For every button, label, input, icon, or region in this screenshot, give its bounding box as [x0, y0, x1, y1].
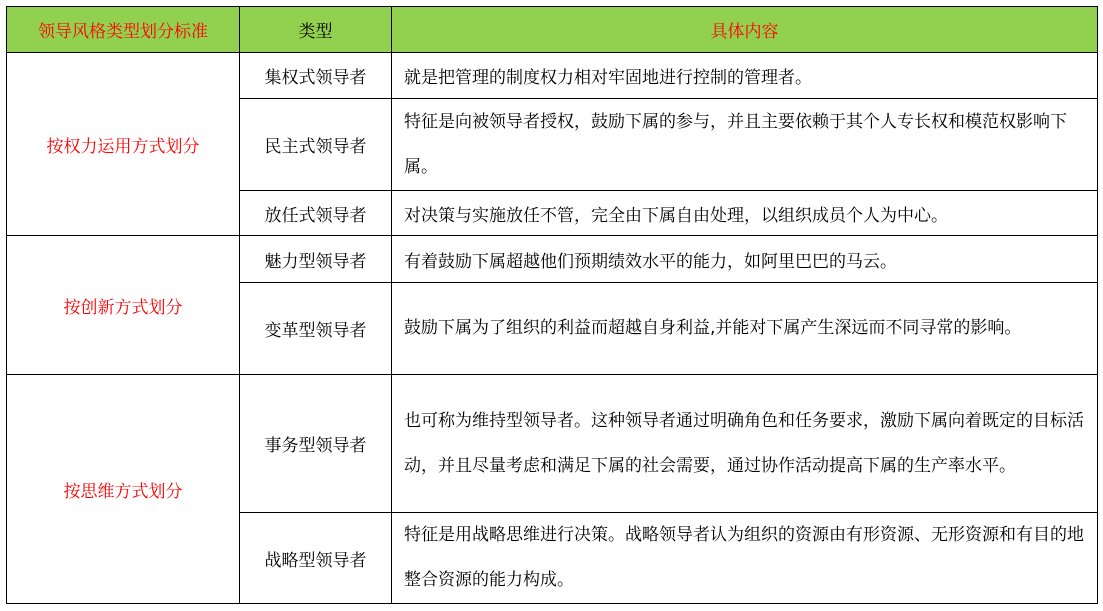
- header-row: [7, 7, 1098, 53]
- table-row: [7, 236, 1098, 283]
- header-type: 类型: [240, 7, 392, 53]
- content-cell: 鼓励下属为了组织的利益而超越自身利益,并能对下属产生深远而不同寻常的影响。: [392, 283, 1098, 375]
- type-cell: 放任式领导者: [240, 191, 392, 236]
- type-cell: 魅力型领导者: [240, 236, 392, 283]
- leadership-style-table: [6, 6, 1098, 604]
- content-cell: 也可称为维持型领导者。这种领导者通过明确角色和任务要求，激励下属向着既定的目标活动，并且尽量考虑和满足下属的社会需要，通过协作活动提高下属的生产率水平。: [392, 375, 1098, 513]
- table-row: [7, 53, 1098, 99]
- type-cell: 事务型领导者: [240, 375, 392, 513]
- category-cell: 按创新方式划分: [7, 236, 240, 375]
- header-criteria: 领导风格类型划分标准: [7, 7, 240, 53]
- type-cell: 民主式领导者: [240, 99, 392, 191]
- content-cell: 有着鼓励下属超越他们预期绩效水平的能力，如阿里巴巴的马云。: [392, 236, 1098, 283]
- category-cell: 按权力运用方式划分: [7, 53, 240, 236]
- category-cell: 按思维方式划分: [7, 375, 240, 604]
- header-content: 具体内容: [392, 7, 1098, 53]
- table-row: [7, 375, 1098, 513]
- content-cell: 对决策与实施放任不管，完全由下属自由处理，以组织成员个人为中心。: [392, 191, 1098, 236]
- content-cell: 特征是用战略思维进行决策。战略领导者认为组织的资源由有形资源、无形资源和有目的地整合资源的能力构成。: [392, 513, 1098, 604]
- type-cell: 集权式领导者: [240, 53, 392, 99]
- type-cell: 变革型领导者: [240, 283, 392, 375]
- type-cell: 战略型领导者: [240, 513, 392, 604]
- content-cell: 特征是向被领导者授权，鼓励下属的参与，并且主要依赖于其个人专长权和模范权影响下属。: [392, 99, 1098, 191]
- content-cell: 就是把管理的制度权力相对牢固地进行控制的管理者。: [392, 53, 1098, 99]
